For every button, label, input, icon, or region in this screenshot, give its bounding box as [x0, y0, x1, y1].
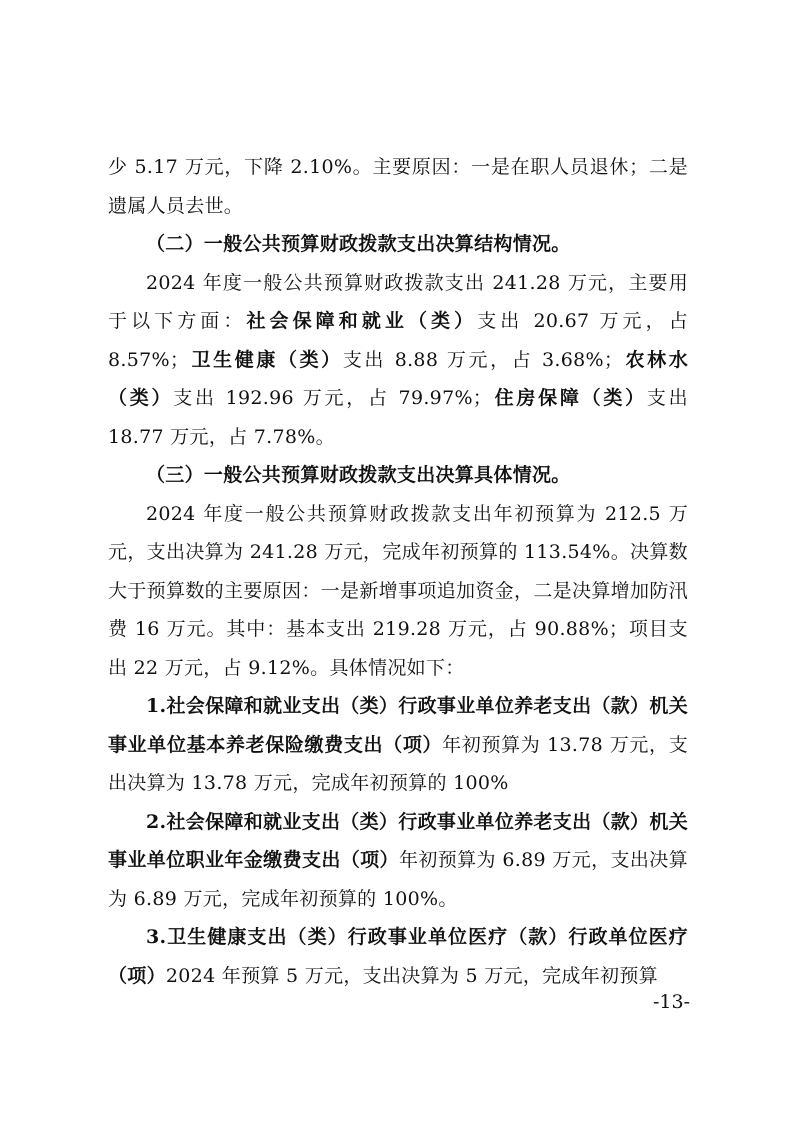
- bold-category: 住房保障（类）: [492, 387, 647, 409]
- page-number: -13-: [652, 991, 690, 1013]
- paragraph-continuation: 少 5.17 万元，下降 2.10%。主要原因：一是在职人员退休；二是遗属人员去世。: [108, 156, 688, 217]
- item-title: 2.社会保障和就业支出（类）行政事业单位养老支出（款）机关事业单位职业年金缴费支出（项）: [108, 810, 688, 871]
- text-span: 支出 20.67 万元，占 8.57%；: [108, 310, 688, 371]
- text-span: 支出 192.96 万元，占 79.97%；: [173, 387, 493, 409]
- item-title: 3.卫生健康支出（类）行政事业单位医疗（款）行政单位医疗（项）: [108, 926, 688, 987]
- item-title: 1.社会保障和就业支出（类）行政事业单位养老支出（款）机关事业单位基本养老保险缴费支出（项）: [108, 695, 688, 756]
- list-item-3: [108, 918, 688, 995]
- bold-category: 卫生健康（类）: [189, 348, 343, 371]
- text-span: 2024 年度一般公共预算财政拨款支出 241.28 万元，主要用于以下方面：: [108, 271, 688, 332]
- list-item-1: [108, 687, 688, 803]
- text-span: 支出 8.88 万元，占 3.68%；: [342, 348, 624, 371]
- paragraph-structure: [108, 264, 688, 457]
- item-text: 年初预算为 13.78 万元，支出决算为 13.78 万元，完成年初预算的 100%: [108, 733, 688, 794]
- paragraph-details: 2024 年度一般公共预算财政拨款支出年初预算为 212.5 万元，支出决算为 241.28 万元，完成年初预算的 113.54%。决算数大于预算数的主要原因：一是新增事项追加资金，二是决算增加防汛费 16 万元。其中：基本支出 219.28 万元，占 90.88%；项目支出 22 万元，占 9.12%。具体情况如下：: [108, 502, 688, 679]
- document-body: [108, 148, 688, 995]
- item-text: 年初预算为 6.89 万元，支出决算为 6.89 万元，完成年初预算的 100%。: [108, 849, 688, 910]
- text-span: 支出 18.77 万元，占 7.78%。: [108, 387, 688, 448]
- bold-category: 农林水（类）: [108, 348, 689, 409]
- section-heading-3: （三）一般公共预算财政拨款支出决算具体情况。: [146, 464, 571, 486]
- bold-category: 社会保障和就业（类）: [246, 310, 478, 332]
- section-heading-2: （二）一般公共预算财政拨款支出决算结构情况。: [146, 233, 571, 255]
- list-item-2: [108, 803, 688, 919]
- item-text: 2024 年预算 5 万元，支出决算为 5 万元，完成年初预算: [165, 964, 658, 987]
